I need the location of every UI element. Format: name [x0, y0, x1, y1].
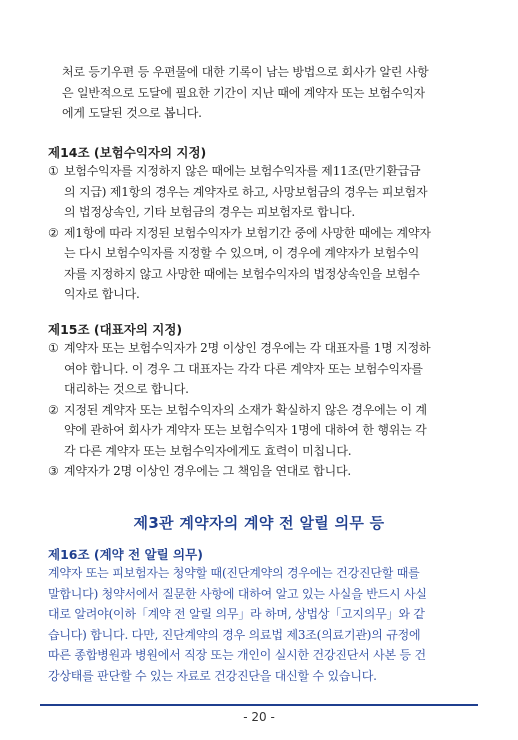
text-line: 강상태를 판단할 수 있는 자료로 건강진단을 대신할 수 있습니다. [48, 668, 377, 683]
text-line: 계약자가 2명 이상인 경우에는 그 책임을 연대로 합니다. [64, 464, 351, 478]
article-14-item-2 [48, 223, 468, 305]
item-number: ③ [48, 464, 59, 478]
page-number: - 20 - [243, 710, 275, 724]
text-line: 습니다) 합니다. 다만, 진단계약의 경우 의료법 제3조(의료기관)의 규정에 [48, 627, 421, 642]
text-line: 대로 알려야(이하「계약 전 알릴 의무」라 하며, 상법상「고지의무」와 같 [48, 607, 425, 621]
item-number: ① [48, 341, 59, 355]
text-line: 각 다른 계약자 또는 보험수익자에게도 효력이 미칩니다. [64, 443, 352, 458]
text-line: 처로 등기우편 등 우편물에 대한 기록이 남는 방법으로 회사가 알린 사항 [62, 65, 429, 79]
text-line: 제1항에 따라 지정된 보험수익자가 보험기간 중에 사망한 때에는 계약자 [64, 225, 431, 240]
text-line: 지정된 계약자 또는 보험수익자의 소재가 확실하지 않은 경우에는 이 계 [64, 402, 427, 417]
text-line: 약에 관하여 회사가 계약자 또는 보험수익자 1명에 대하여 한 행위는 각 [64, 423, 427, 437]
article-15-item-2 [48, 400, 468, 462]
footer-divider [40, 704, 478, 706]
text-line: 에게 도달된 것으로 봅니다. [62, 106, 202, 120]
item-number: ② [48, 225, 59, 240]
text-line: 계약자 또는 피보험자는 청약할 때(진단계약의 경우에는 건강진단할 때를 [48, 566, 420, 580]
text-line: 익자로 합니다. [64, 287, 140, 301]
article-15-body [48, 338, 468, 482]
article-14-item-1 [48, 161, 468, 223]
text-line: 말합니다) 청약서에서 질문한 사항에 대하여 알고 있는 사실을 반드시 사실 [48, 586, 427, 601]
text-line: 자를 지정하지 않고 사망한 때에는 보험수익자의 법정상속인을 보험수 [64, 266, 420, 281]
text-line: 대리하는 것으로 합니다. [64, 382, 189, 396]
intro-paragraph [48, 62, 468, 124]
chapter-title: 제3관 계약자의 계약 전 알릴 의무 등 [133, 514, 385, 532]
text-line: 따른 종합병원과 병원에서 직장 또는 개인이 실시한 건강진단서 사본 등 건 [48, 648, 426, 662]
item-number: ② [48, 402, 59, 417]
article-15-item-1 [48, 338, 468, 400]
text-line: 는 다시 보험수익자를 지정할 수 있으며, 이 경우에 계약자가 보험수익 [64, 246, 420, 260]
text-line: 여야 합니다. 이 경우 그 대표자는 각각 다른 계약자 또는 보험수익자를 [64, 361, 423, 376]
item-number: ① [48, 164, 59, 178]
text-line: 의 지급) 제1항의 경우는 계약자로 하고, 사망보험금의 경우는 피보험자 [64, 184, 428, 199]
text-line: 의 법정상속인, 기타 보험금의 경우는 피보험자로 합니다. [64, 205, 355, 219]
text-line: 보험수익자를 지정하지 않은 때에는 보험수익자를 제11조(만기환급금 [64, 164, 421, 178]
article-14-title: 제14조 (보험수익자의 지정) [48, 145, 207, 160]
text-line: 계약자 또는 보험수익자가 2명 이상인 경우에는 각 대표자를 1명 지정하 [64, 341, 431, 355]
article-15-title: 제15조 (대표자의 지정) [48, 322, 183, 337]
article-14-body [48, 161, 468, 305]
text-line: 은 일반적으로 도달에 필요한 기간이 지난 때에 계약자 또는 보험수익자 [62, 85, 425, 100]
article-16-body [48, 563, 468, 686]
article-15-item-3 [48, 461, 468, 482]
article-16-title: 제16조 (계약 전 알릴 의무) [48, 547, 203, 562]
